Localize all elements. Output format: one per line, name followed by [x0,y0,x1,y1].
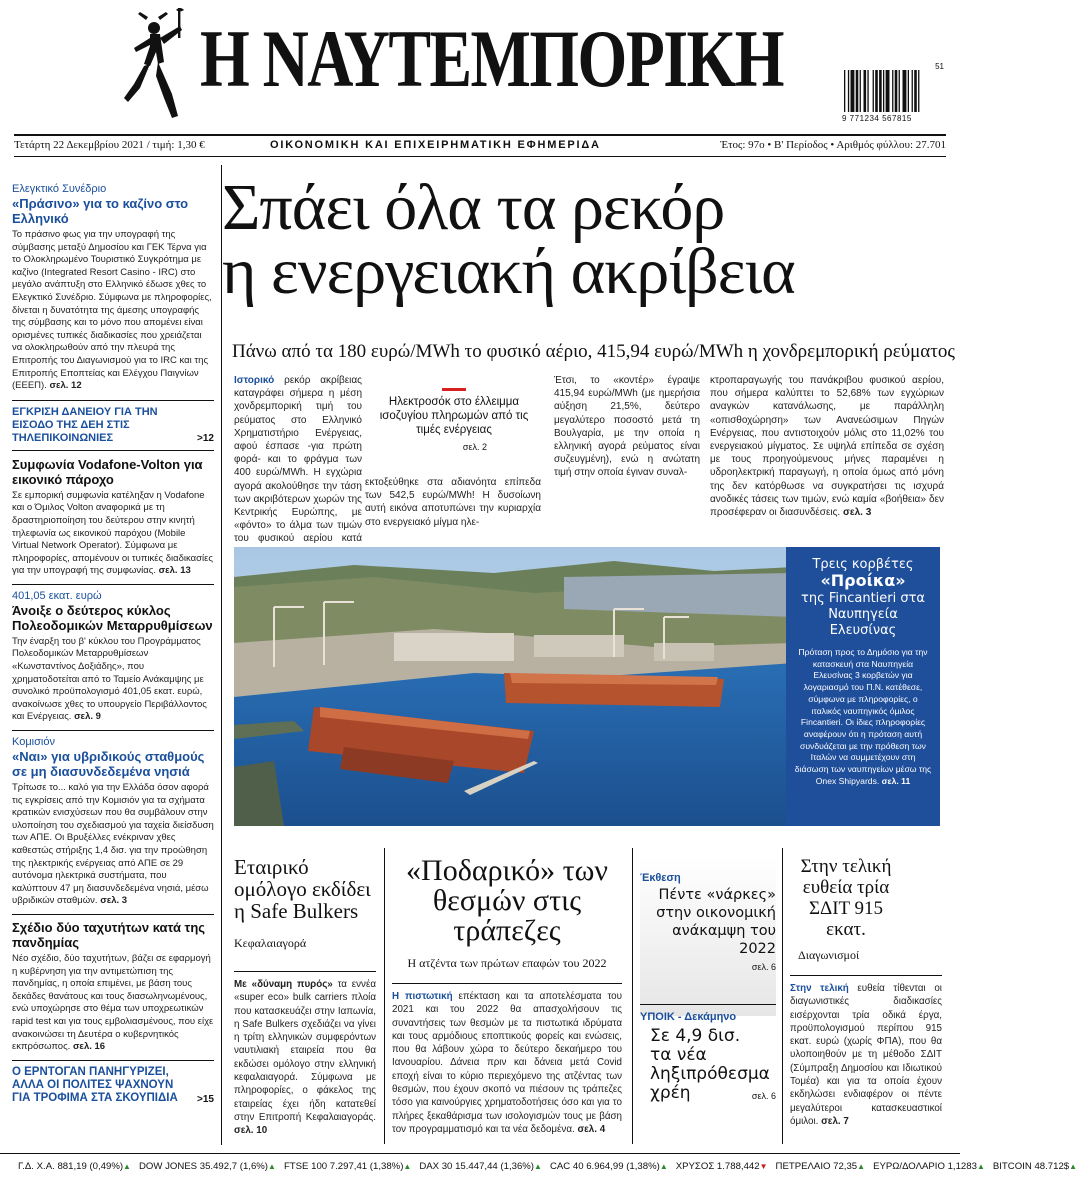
main-headline[interactable] [222,171,942,308]
banner-text: ΕΓΚΡΙΣΗ ΔΑΝΕΙΟΥ ΓΙΑ ΤΗΝ ΕΙΣΟΔΟ ΤΗΣ ΔΕΗ ΣΤΙΣ ΤΗΛΕΠΙΚΟΙΝΩΝΙΕΣ [12,405,158,444]
page-ref: σελ. 7 [821,1115,849,1127]
left-column [12,183,214,1105]
issue-info: Έτος: 97ο • Β' Περίοδος • Αριθμός φύλλου: 27.701 [720,139,946,151]
barcode-bar [918,70,919,112]
page-ref: σελ. 9 [74,711,101,723]
story-body: Την έναρξη του β' κύκλου του Προγράμματος Πολεοδομικών Μεταρρυθμίσεων «Κωνσταντίνος Δοξιάδης», που χρηματοδοτείται από το Ταμείο Ανάκαμψης με συνολικό προϋπολογισμό 401,05 εκατ. ευρώ, ανακοίνωσε χθες το υπουργείο Περιβάλλοντος και Ενέργειας. [12,635,207,723]
pull-quote-text: Ηλεκτροσόκ στο έλλειμμα ισοζυγίου πληρωμών από τις τιμές ενέργειας [379,396,529,436]
left-column-divider [221,165,222,1145]
caption-title [794,557,932,639]
story-urban-reform[interactable] [12,584,214,724]
story-kicker: Κομισιόν [12,736,55,749]
page-ref: σελ. 6 [751,1091,776,1101]
page-ref: σελ. 4 [577,1123,606,1135]
story-kicker: Έκθεση [640,872,681,884]
story-headline: Στην τελική ευθεία τρία ΣΔΙΤ 915 εκατ. [800,856,892,940]
headline-line-1: Σπάει όλα τα ρεκόρ [222,171,725,244]
story-kicker: Ελεγκτικό Συνέδριο [12,183,107,195]
ticker-name: ΧΡΥΣΟΣ [675,1161,717,1172]
ticker-name: DAX 30 [419,1161,456,1172]
story-kicker: Διαγωνισμοί [798,948,860,962]
barcode-bar [903,70,907,112]
caption-ref: σελ. 11 [881,775,911,786]
tagline: ΟΙΚΟΝΟΜΙΚΗ ΚΑΙ ΕΠΙΧΕΙΡΗΜΑΤΙΚΗ ΕΦΗΜΕΡΙΔΑ [270,139,601,151]
arrow-up-icon: ▲ [1069,1162,1077,1171]
story-sdit[interactable] [790,856,942,1128]
barcode-bar [851,70,855,112]
ticker-name: FTSE 100 [283,1161,330,1172]
ticker-item [139,1161,276,1172]
story-body: Τρίτωσε το... καλό για την Ελλάδα όσον αφορά τις εγκρίσεις από την Κομισιόν για τα σχήματα κρατικών ενισχύσεων που θα συμβάλουν στην υλοποίηση του σχεδιασμού για ταχεία διείσδυση των ΑΠΕ. Οι Βρυξέλλες ενέκριναν χθες καθεστώς στήριξης 1,4 δισ. για την προώθηση της ηλεκτρικής ενέργειας από ΑΠΕ σε 29 αυτόνομα ηλεκτρικά συστήματα, που καλύπτουν 47 μη διασυνδεδεμένα νησιά, μέσω υβριδικών σταθμών. [12,782,214,907]
barcode-bar [883,70,884,112]
caption-title-rest: της Fincantieri στα Ναυπηγεία Ελευσίνας [801,591,925,638]
barcode-bar [908,70,909,112]
bottom-divider-3 [782,848,783,1144]
story-headline: Σε 4,9 δισ. τα νέα ληξιπρόθεσμα χρέη [650,1026,770,1103]
ticker-item [550,1161,668,1172]
story-title: «Πράσινο» για το καζίνο στο Ελληνικό [12,196,189,226]
barcode-bar [879,70,882,112]
ticker-item [873,1161,985,1172]
pull-quote[interactable] [375,388,533,454]
ticker-value: 1,1283 [947,1161,977,1172]
ticker-value: 1.788,442 [716,1161,760,1172]
market-ticker [0,1153,1077,1179]
story-subtitle: Η ατζέντα των πρώτων επαφών του 2022 [407,956,607,970]
ticker-value: 15.447,44 (1,36%) [455,1161,535,1172]
story-text: επέκταση και τα αποτελέσματα του 2021 και του 2022 θα απασχολήσουν τις συναντήσεις των θεσμών με τα πιστωτικά ιδρύματα και τους αρμόδιους εποπτικούς φορείς και ενώσεις, που θα λάβουν χώρα το δεύτερο δεκαήμερο του Ιανουαρίου. Δάνεια πριν και δάνεια μετά Covid εποχή είναι το κύριο περιεχόμενο της ατζέντας των θεσμών, που έχουν σκοπό να πιέσουν τις τράπεζες τόσο για καινούργιες χρηματοδοτήσεις όσο και για το πλήρες ξεκαθάρισμα των ισολογισμών τους με βάση τον προγραμματισμό και τα νέα δεδομένα. [392,991,622,1135]
headline-line-2: η ενεργειακή ακρίβεια [222,235,795,308]
pull-quote-ref: σελ. 2 [462,442,487,452]
page-ref: σελ. 3 [100,895,128,907]
barcode-top-number: 51 [935,62,944,71]
arrow-up-icon: ▲ [976,1162,985,1171]
ticker-value: 881,19 (0,49%) [57,1161,124,1172]
barcode-bar [899,70,900,112]
barcode-bar [914,70,917,112]
col-text: ρεκόρ ακρίβειας καταγράφει σήμερα η μέση χονδρεμπορική τιμή του ρεύματος στο Ελληνικό Χρηματιστήριο Ενέργειας, αφού έσπασε -για πρώτη φορά- και το φράγμα των 400 ευρώ/MWh. Η εγχώρια αγορά ακολούθησε την τάση των ακριβότερων χωρών της Κεντρικής Ευρώπης, με «φόντο» το άλμα των τιμών του φυσικού αερίου κατά [234,375,363,545]
barcode-bar [875,70,878,112]
story-title: Συμφωνία Vodafone-Volton για εικονικό πάροχο [12,456,203,487]
barcode-bar [864,70,867,112]
barcode [842,64,946,124]
pull-quote-bar [442,388,466,391]
lead-phrase: Η πιστωτική [392,991,453,1002]
ticker-item [993,1161,1077,1172]
banner-ref: >12 [197,432,214,444]
ticker-name: CAC 40 [549,1161,587,1172]
banner-dei[interactable] [12,400,214,450]
lead-phrase: Με «δύναμη πυρός» [234,979,333,990]
barcode-bar [856,70,859,112]
barcode-bar [886,70,890,112]
barcode-bar [912,70,913,112]
ticker-name: BITCOIN [992,1161,1035,1172]
arrow-up-icon: ▲ [123,1162,131,1171]
barcode-bar [892,70,893,112]
ticker-item [676,1161,768,1172]
arrow-down-icon: ▼ [759,1162,768,1171]
story-body [392,983,622,1136]
ticker-value: 6.964,99 (1,38%) [586,1161,660,1172]
page-ref: σελ. 10 [234,1125,268,1137]
lead-word: Ιστορικό [234,375,275,386]
story-title: Σχέδιο δύο ταχυτήτων κατά της πανδημίας [12,919,206,950]
masthead-divider-top [14,134,946,136]
barcode-bar [844,70,845,112]
date-price: Τετάρτη 22 Δεκεμβρίου 2021 / τιμή: 1,30 € [14,139,205,151]
ticker-name: ΠΕΤΡΕΛΑΙΟ [775,1161,834,1172]
caption-body [794,647,932,787]
story-title: «Ναι» για υβριδικούς σταθμούς σε μη διασυνδεδεμένα νησιά [12,749,205,780]
lead-phrase: Στην τελική [790,983,849,994]
story-podariko[interactable] [392,856,622,1136]
bottom-divider-1 [384,848,385,1144]
barcode-bar [873,70,874,112]
banner-erdogan[interactable] [12,1060,214,1105]
photo-caption-box[interactable] [786,547,940,826]
story-title: Άνοιξε ο δεύτερος κύκλος Πολεοδομικών Μεταρρυθμίσεων [12,602,213,633]
story-kicker: ΥΠΟΙΚ - Δεκάμηνο [640,1011,737,1023]
story-vodafone[interactable] [12,450,214,578]
arrow-up-icon: ▲ [857,1162,866,1171]
barcode-bar [860,70,861,112]
page-ref: σελ. 16 [72,1041,106,1053]
ticker-value: 35.492,7 (1,6%) [199,1161,269,1172]
story-hybrid-stations[interactable] [12,730,214,908]
arrow-up-icon: ▲ [403,1162,412,1171]
story-safe-bulkers[interactable] [234,856,376,1138]
col-text: κτροπαραγωγής του πανάκριβου φυσικού αερίου, που σήμερα καλύπτει το 52,68% των εγχώριων αναγκών κατανάλωσης, με παράλληλη «οπισθοχώρηση» των Ανανεώσιμων Πηγών Ενέργειας, που αντιστοιχούν μόλις στο 11,02% του ενεργειακού μίγματος. Σε υψηλά επίπεδα σε σχέση με τους προηγούμενους μήνες παραμένει η υδροηλεκτρική παραγωγή, η οποία όμως από μόνη της δεν κατόρθωσε να συγκρατήσει τις ισχυρά ανοδικές τάσεις των τιμών, ενώ καμία «βοήθεια» δεν προσέφεραν οι διασυνδέσεις. [710,375,944,519]
story-body: Το πράσινο φως για την υπογραφή της σύμβασης μεταξύ Δημοσίου και ΓΕΚ Τέρνα για το Ολοκληρωμένο Τουριστικό Συγκρότημα με καζίνο (Integrated Resort Casino - IRC) στο μεγάλο ανάπτυξη στο Ελληνικό έδωσε χθες το Ελεγκτικό Συνέδριο. Σύμφωνα με πληροφορίες, δίνεται η δυνατότητα της άμεσης υπογραφής της σύμβασης και το μόνο που απομένει είναι ορισμένες τυπικές διαδικασίες που χρειάζεται να ολοκληρωθούν από την πλευρά της Επιτροπής του Διαγωνισμού για το IRC και της Επιτροπής Εποπτείας και Ελέγχου Παιγνίων (ΕΕΕΠ). [12,229,212,392]
ticker-item [776,1161,866,1172]
story-ypoik[interactable] [640,1004,776,1101]
main-col-3: Έτσι, το «κοντέρ» έγραψε 415,94 ευρώ/MWh (με ημερήσια αύξηση 21,5%, δεύτερο μεγαλύτερο ποσοστό μετά τη Βουλγαρία, με την οποία η ελληνική αγορά ρεύματος είναι συζευγμένη), ενώ η ανώτατη τιμή στην οποία έγιναν συναλ- [554,375,700,479]
story-body: Νέο σχέδιο, δύο ταχυτήτων, βάζει σε εφαρμογή η κυβέρνηση για την αντιμετώπιση της πανδημίας, η οποία επιμένει, με βάση τους δεκάδες θανάτους και τους διασωληνωμένους, ενώ υποχώρησε στο θέμα των υποχρεωτικών rapid test και για τους εμβολιασμένους, που είχε ανακοινώσει τη Δευτέρα ο κυβερνητικός εκπρόσωπος. [12,952,214,1053]
ticker-value: 7.297,41 (1,38%) [329,1161,404,1172]
caption-quote: «Προίκα» [820,571,906,590]
ticker-name: Γ.Δ. Χ.Α. [18,1161,58,1172]
arrow-up-icon: ▲ [534,1162,542,1171]
story-kicker: 401,05 εκατ. ευρώ [12,589,102,602]
page-ref: σελ. 13 [158,565,191,577]
main-subhead: Πάνω από τα 180 ευρώ/MWh το φυσικό αέριο, 415,94 ευρώ/MWh η χονδρεμπορική ρεύματος [232,341,955,362]
page-ref: σελ. 3 [843,507,872,519]
main-col-4 [710,374,944,519]
page-ref: σελ. 6 [751,962,776,972]
arrow-up-icon: ▲ [659,1162,668,1171]
masthead-divider-bottom [14,156,946,157]
masthead-title: Η ΝΑΥΤΕΜΠΟΡΙΚΗ [200,13,783,104]
page-ref: σελ. 12 [49,380,82,392]
hermes-logo [120,6,190,134]
ticker-value: 48.712$ [1034,1161,1070,1172]
main-col-1 [234,374,362,572]
barcode-bars [842,70,946,118]
barcode-bar [848,70,849,112]
story-body [790,975,942,1128]
caption-kicker: Τρεις κορβέτες [812,557,914,572]
story-text: τα εννέα «super eco» bulk carriers πλοία που κατασκευάζει στην Ιαπωνία, η Safe Bulkers σχεδιάζει να γίνει η τρίτη ελληνικών συμφερόντων ναυτιλιακή εταιρεία που θα εκδώσει ομόλογο στην ελληνική κεφαλαιαγορά. Σύμφωνα με πληροφορίες, ο φάκελος της εταιρείας έχει ήδη κατατεθεί στην Επιτροπή Κεφαλαιαγοράς. [234,979,376,1123]
story-headline: «Ποδαρικό» των θεσμών στις τράπεζες [406,854,608,947]
barcode-bar [867,70,868,112]
ticker-value: 72,35 [833,1161,858,1172]
story-pandemic-plan[interactable] [12,914,214,1054]
caption-text: Πρόταση προς το Δημόσιο για την κατασκευή στα Ναυπηγεία Ελευσίνας 3 κορβετών για λογαριασμό του Π.Ν. κατέθεσε, σύμφωνα με πληροφορίες, ο ιταλικός ναυπηγικός όμιλος Fincantieri. Οι ίδιες πληροφορίες αναφέρουν ότι η πρόταση αυτή συνδυάζεται με την πρόθεση των Ιταλών να συμμετέχουν στη διάσωση των ναυπηγείων μέσω της Onex Shipyards. [794,647,932,786]
story-headline: Πέντε «νάρκες» στην οικονομική ανάκαμψη του 2022 [656,887,776,957]
story-kicker: Κεφαλαιαγορά [234,936,307,950]
main-col-2-tail: εκτοξεύθηκε στα αδιανόητα επίπεδα των 542,5 ευρώ/MWh! Η δυσοίωνη αυτή εικόνα αποτυπώνει την κυριαρχία στο ενεργειακό μίγμα ηλε- [365,477,541,528]
story-ekthesi[interactable] [640,856,776,1016]
barcode-bar [895,70,898,112]
story-text: ευθεία τίθενται οι διαγωνιστικές διαδικασίες εισέρχονται τρία οδικά έργα, προϋπολογισμού περίπου 915 εκατ. ευρώ (χωρίς ΦΠΑ), που θα υλοποιηθούν με τη μέθοδο ΣΔΙΤ (Σύμπραξη Δημοσίου και Ιδιωτικού Τομέα) και για τα οποία έχουν εκδηλώσει ενδιαφέρον οι πέντε μεγαλύτεροι κατασκευαστικοί όμιλοι. [790,983,942,1127]
story-casino[interactable] [12,183,214,393]
ticker-name: ΕΥΡΩ/ΔΟΛΑΡΙΟ [873,1161,948,1172]
arrow-up-icon: ▲ [268,1162,276,1171]
banner-text: Ο ΕΡΝΤΟΓΑΝ ΠΑΝΗΓΥΡΙΖΕΙ, ΑΛΛΑ ΟΙ ΠΟΛΙΤΕΣ ΨΑΧΝΟΥΝ ΓΙΑ ΤΡΟΦΙΜΑ ΣΤΑ ΣΚΟΥΠΙΔΙΑ [12,1065,178,1104]
banner-ref: >15 [197,1093,214,1105]
ticker-item [284,1161,411,1172]
ticker-item [18,1161,131,1172]
barcode-digits: 9 771234 567815 [842,114,912,123]
bottom-divider-2 [632,848,633,1144]
ticker-item [419,1161,542,1172]
story-body [234,971,376,1138]
story-headline: Εταιρικό ομόλογο εκδίδει η Safe Bulkers [234,855,371,923]
ticker-name: DOW JONES [138,1161,200,1172]
story-body: Σε εμπορική συμφωνία κατέληξαν η Vodafone και ο Όμιλος Volton αναφορικά με τη δραστηριοποίηση του δεύτερου στην κινητή τηλεφωνία ως εικονικού παρόχου (Mobile Virtual Network Operator). Σύμφωνα με πληροφορίες, απομένουν οι τυπικές διαδικασίες για την υπογραφή της συμφωνίας. [12,489,213,577]
